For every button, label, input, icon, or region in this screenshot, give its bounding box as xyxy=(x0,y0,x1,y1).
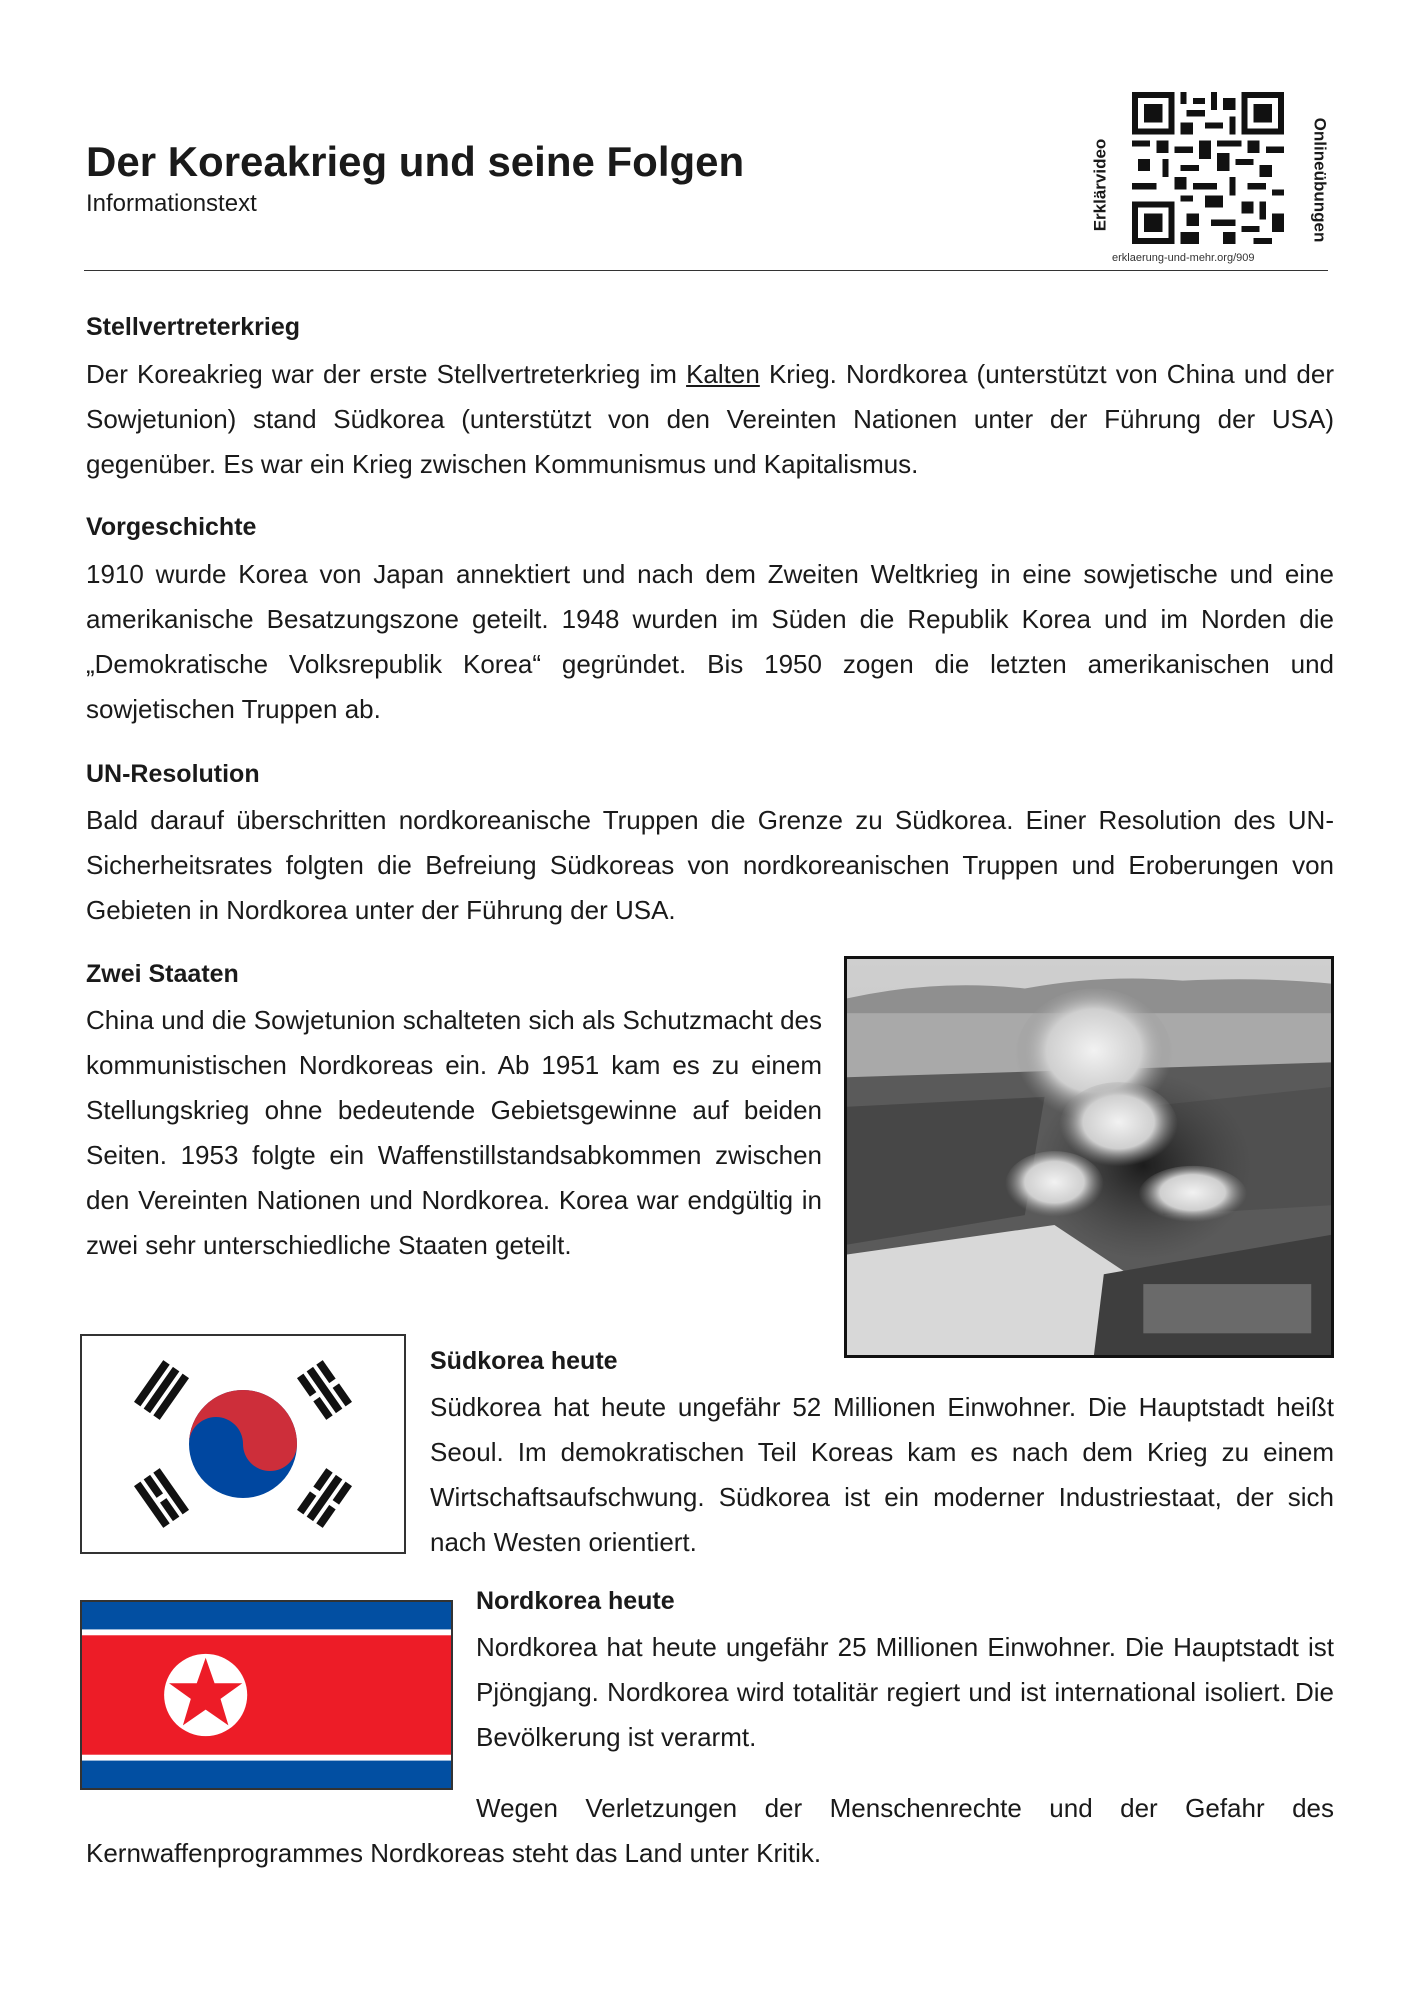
heading-stellvertreterkrieg: Stellvertreterkrieg xyxy=(86,313,301,341)
heading-un-resolution: UN-Resolution xyxy=(86,760,260,788)
exercises-label[interactable]: Onlineübungen xyxy=(1310,117,1330,243)
paragraph-nordkorea-heute: Nordkorea hat heute ungefähr 25 Millionen Einwohner. Die Hauptstadt ist Pjöngjang. Nordkorea wird totalitär regiert und ist international isoliert. Die Bevölkerung ist verarmt. xyxy=(476,1632,1334,1752)
south-korea-flag xyxy=(80,1334,406,1554)
header-divider xyxy=(84,270,1328,271)
heading-zwei-staaten: Zwei Staaten xyxy=(86,960,239,988)
page-subtitle: Informationstext xyxy=(86,190,257,217)
north-korea-flag xyxy=(80,1600,453,1790)
paragraph-suedkorea-heute: Südkorea hat heute ungefähr 52 Millionen Einwohner. Die Hauptstadt heißt Seoul. Im demokratischen Teil Koreas kam es nach dem Krieg zu einem Wirtschaftsaufschwung. Südkorea ist ein moderner Industriestaat, der sich nach Westen orientiert. xyxy=(430,1392,1334,1557)
heading-vorgeschichte: Vorgeschichte xyxy=(86,513,257,541)
paragraph-zwei-staaten: China und die Sowjetunion schalteten sich als Schutzmacht des kommunistischen Nordkoreas ein. Ab 1951 kam es zu einem Stellungskrieg ohne bedeutende Gebietsgewinne auf beiden Seiten. 1953 folgte ein Waffenstillstandsabkommen zwischen den Vereinten Nationen und Nordkorea. Korea war endgültig in zwei sehr unterschiedliche Staaten geteilt. xyxy=(86,1005,822,1260)
paragraph-kritik: Wegen Verletzungen der Menschenrechte und der Gefahr des Kernwaffenprogrammes Nordkoreas steht das Land unter Kritik. xyxy=(86,1793,1334,1868)
paragraph-stellvertreterkrieg: Der Koreakrieg war der erste Stellvertreterkrieg im Kalten Krieg. Nordkorea (unterstützt von China und der Sowjetunion) stand Südkorea (unterstützt von den Vereinten Nationen unter der Führung der USA) gegenüber. Es war ein Krieg zwischen Kommunismus und Kapitalismus. xyxy=(86,359,1334,479)
qr-url: erklaerung-und-mehr.org/909 xyxy=(1112,252,1255,264)
heading-suedkorea-heute: Südkorea heute xyxy=(430,1347,618,1375)
qr-code-icon[interactable] xyxy=(1132,92,1284,244)
video-label[interactable]: Erklärvideo xyxy=(1090,138,1110,232)
paragraph-un-resolution: Bald darauf überschritten nordkoreanische Truppen die Grenze zu Südkorea. Einer Resolution des UN-Sicherheitsrates folgten die Befreiung Südkoreas von nordkoreanischen Truppen und Eroberungen von Gebieten in Nordkorea unter der Führung der USA. xyxy=(86,805,1334,925)
paragraph-vorgeschichte: 1910 wurde Korea von Japan annektiert und nach dem Zweiten Weltkrieg in eine sowjetische und eine amerikanische Besatzungszone geteilt. 1948 wurden im Süden die Republik Korea und im Norden die „Demokratische Volksrepublik Korea“ gegründet. Bis 1950 zogen die letzten amerikanischen und sowjetischen Truppen ab. xyxy=(86,559,1334,724)
war-photo xyxy=(844,956,1334,1358)
heading-nordkorea-heute: Nordkorea heute xyxy=(476,1587,675,1615)
page-title: Der Koreakrieg und seine Folgen xyxy=(86,138,745,185)
link-kalten-krieg[interactable]: Kalten xyxy=(686,359,760,389)
